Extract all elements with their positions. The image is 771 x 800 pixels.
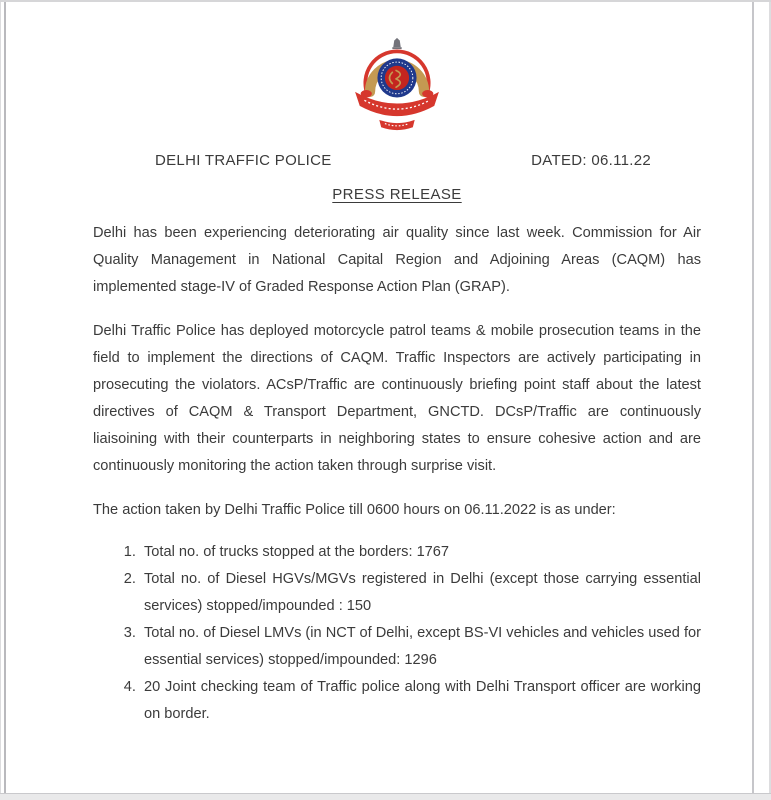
press-release-title: PRESS RELEASE [332, 186, 462, 203]
page-edge-right [752, 0, 754, 800]
page-edge-left [4, 0, 6, 800]
lower-scroll [379, 120, 414, 130]
paragraph-action-intro: The action taken by Delhi Traffic Police till 0600 hours on 06.11.2022 is as under: [93, 502, 616, 518]
document-content [93, 0, 701, 728]
delhi-police-emblem-icon [341, 36, 453, 131]
page-edge-bottom [0, 793, 771, 800]
crown-icon [392, 38, 401, 49]
action-item-4: 4. 20 Joint checking team of Traffic police along with Delhi Transport officer are working on border. [140, 674, 701, 728]
page-edge-left-outer [0, 0, 1, 800]
action-item-2: 2. Total no. of Diesel HGVs/MGVs registered in Delhi (except those carrying essential services) stopped/impounded : 150 [140, 566, 701, 620]
action-item-1: 1. Total no. of trucks stopped at the borders: 1767 [140, 539, 701, 566]
org-name: DELHI TRAFFIC POLICE [155, 152, 332, 169]
dated-label: DATED: 06.11.22 [531, 152, 651, 169]
logo-container [93, 36, 701, 131]
action-items-list [93, 539, 701, 728]
paragraph-deployment: Delhi Traffic Police has deployed motorcycle patrol teams & mobile prosecution teams in the field to implement the directions of CAQM. Traffic Inspectors are actively participating in prosecuting the violators. ACsP/Traffic are continuously briefing point staff about the latest directives of CAQM & Transport Department, GNCTD. DCsP/Traffic are continuously liaisoining with their counterparts in neighboring states to ensure cohesive action and are continuously monitoring the action taken through surprise visit. [93, 323, 701, 474]
document-header-row [93, 152, 701, 169]
paragraph-air-quality: Delhi has been experiencing deteriorating air quality since last week. Commission for Air Quality Management in National Capital Region and Adjoining Areas (CAQM) has implemented stage-IV of Graded Response Action Plan (GRAP). [93, 225, 701, 295]
action-item-3: 3. Total no. of Diesel LMVs (in NCT of Delhi, except BS-VI vehicles and vehicles used for essential services) stopped/impounded: 1296 [140, 620, 701, 674]
